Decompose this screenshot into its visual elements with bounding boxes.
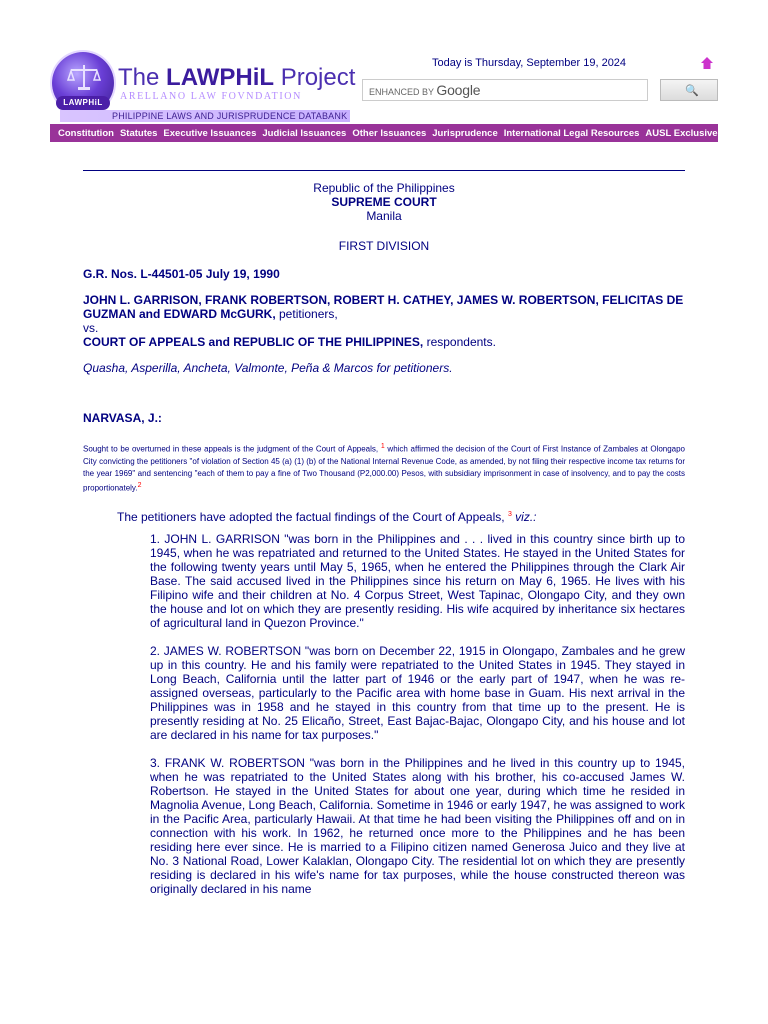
finding-paragraph-2: 2. JAMES W. ROBERTSON "was born on December 22, 1915 in Olongapo, Zambales and he grew up in this country. He and his family were repatriated to the United States in 1945. They stayed in Long Beach, California until the latter part of 1946 or the early part of 1947, when he was re-assigned overseas, particularly to the Pacific area with home base in Guam. His next arrival in the Philippines was in 1958 and he stayed in this country from that time up to the present. He is presently residing at No. 25 Elicaño, Street, East Bajac-Bajac, Olongapo City, and his house and lot are declared in his name for tax purposes." (150, 644, 685, 743)
databank-tagline: PHILIPPINE LAWS AND JURISPRUDENCE DATABANK (60, 110, 350, 122)
intro-paragraph: Sought to be overturned in these appeals is the judgment of the Court of Appeals, $^1$ which affirmed the decision of the Court of First Instance of Zambales at Olongapo City convicting the petitioners "of violation of Section 45 (a) (1) (b) of the National Internal Revenue Code, as amended, by not filing their respective income tax returns for the year 1969" and sentencing "each of them to pay a fine of Two Thousand (P2,000.00) Pesos, with subsidiary imprisonment in case of insolvency, and to pay the costs proportionately.$^2$ (83, 443, 686, 493)
search-button[interactable] (660, 79, 718, 101)
finding-paragraph-3: 3. FRANK W. ROBERTSON "was born in the Philippines and he lived in this country up to 1945, when he was repatriated to the United States along with his brother, his co-accused James W. Robertson. He stayed in the United States for about one year, during which time he resided in Magnolia Avenue, Long Beach, California. Sometime in 1946 or early 1947, he was assigned to work in the Pacific Area, particularly Hawaii. At that time he had been visiting the Philippines off and on in connection with his work. In 1962, he returned once more to the Philippines and he has been residing here ever since. He is married to a Filipino citizen named Generosa Juico and they live at No. 3 National Road, Lower Kalaklan, Olongapo City. The residential lot on which they are presently residing is declared in his wife's name for tax purposes, while the house constructed thereon was originally declared in his name (150, 756, 685, 897)
footnote-2-link[interactable]: 2 (137, 481, 142, 489)
logo-emblem (52, 52, 114, 114)
nav-jurisprudence[interactable]: Jurisprudence (432, 127, 498, 139)
case-parties: JOHN L. GARRISON, FRANK ROBERTSON, ROBERT H. CATHEY, JAMES W. ROBERTSON, FELICITAS DE GUZMAN and EDWARD McGURK, petitioners, vs. COURT OF APPEALS and REPUBLIC OF THE PHILIPPINES, respondents. (83, 293, 684, 349)
search-input[interactable] (362, 79, 648, 101)
quoted-findings (83, 532, 685, 896)
case-number: G.R. Nos. L-44501-05 July 19, 1990 (83, 267, 280, 281)
court-name: SUPREME COURT (331, 195, 437, 209)
nav-constitution[interactable]: Constitution (58, 127, 114, 139)
republic-line: Republic of the Philippines (313, 181, 455, 195)
current-date: Today is Thursday, September 19, 2024 (432, 57, 627, 69)
foundation-name: ARELLANO LAW FOVNDATION (120, 91, 302, 102)
divider (83, 170, 685, 171)
ponente: NARVASA, J.: (83, 411, 162, 425)
main-nav (50, 124, 718, 142)
brand-title: The LAWPHiL Project (118, 64, 356, 91)
nav-ausl-exclusive[interactable]: AUSL Exclusive (645, 127, 718, 139)
nav-executive-issuances[interactable]: Executive Issuances (163, 127, 257, 139)
decision-body (83, 181, 685, 896)
nav-statutes[interactable]: Statutes (119, 127, 158, 139)
search-icon: 🔍 (685, 85, 699, 97)
division: FIRST DIVISION (338, 239, 430, 253)
logo-badge: LAWPHiL (56, 96, 110, 110)
home-icon[interactable] (700, 56, 714, 70)
nav-judicial-issuances[interactable]: Judicial Issuances (262, 127, 347, 139)
adoption-paragraph: The petitioners have adopted the factual findings of the Court of Appeals, $^3$ viz.: (117, 510, 537, 525)
footnote-3-link[interactable]: 3 (507, 511, 512, 519)
site-header (0, 0, 768, 145)
scales-of-justice-icon (66, 62, 102, 92)
nav-international-legal-resources[interactable]: International Legal Resources (503, 127, 640, 139)
counsel-line: Quasha, Asperilla, Ancheta, Valmonte, Peña & Marcos for petitioners. (83, 361, 453, 375)
footnote-1-link[interactable]: 1 (380, 443, 385, 450)
search-enhanced-label: ENHANCED BY (369, 87, 434, 97)
google-label: Google (436, 82, 481, 98)
court-city: Manila (366, 209, 402, 223)
finding-paragraph-1: 1. JOHN L. GARRISON "was born in the Philippines and . . . lived in this country since birth up to 1945, when he was repatriated and returned to the United States. He stayed in the United States for the following twenty years until May 5, 1965, when he entered the Philippines through the Clark Air Base. The said accused lived in the Philippines since his return on May 6, 1965. He lives with his Filipino wife and their children at No. 4 Corpus Street, West Tapinac, Olongapo City, and they own the house and lot on which they are presently residing. His wife acquired by inheritance six hectares of agricultural land in Quezon Province." (150, 532, 685, 631)
nav-other-issuances[interactable]: Other Issuances (352, 127, 427, 139)
